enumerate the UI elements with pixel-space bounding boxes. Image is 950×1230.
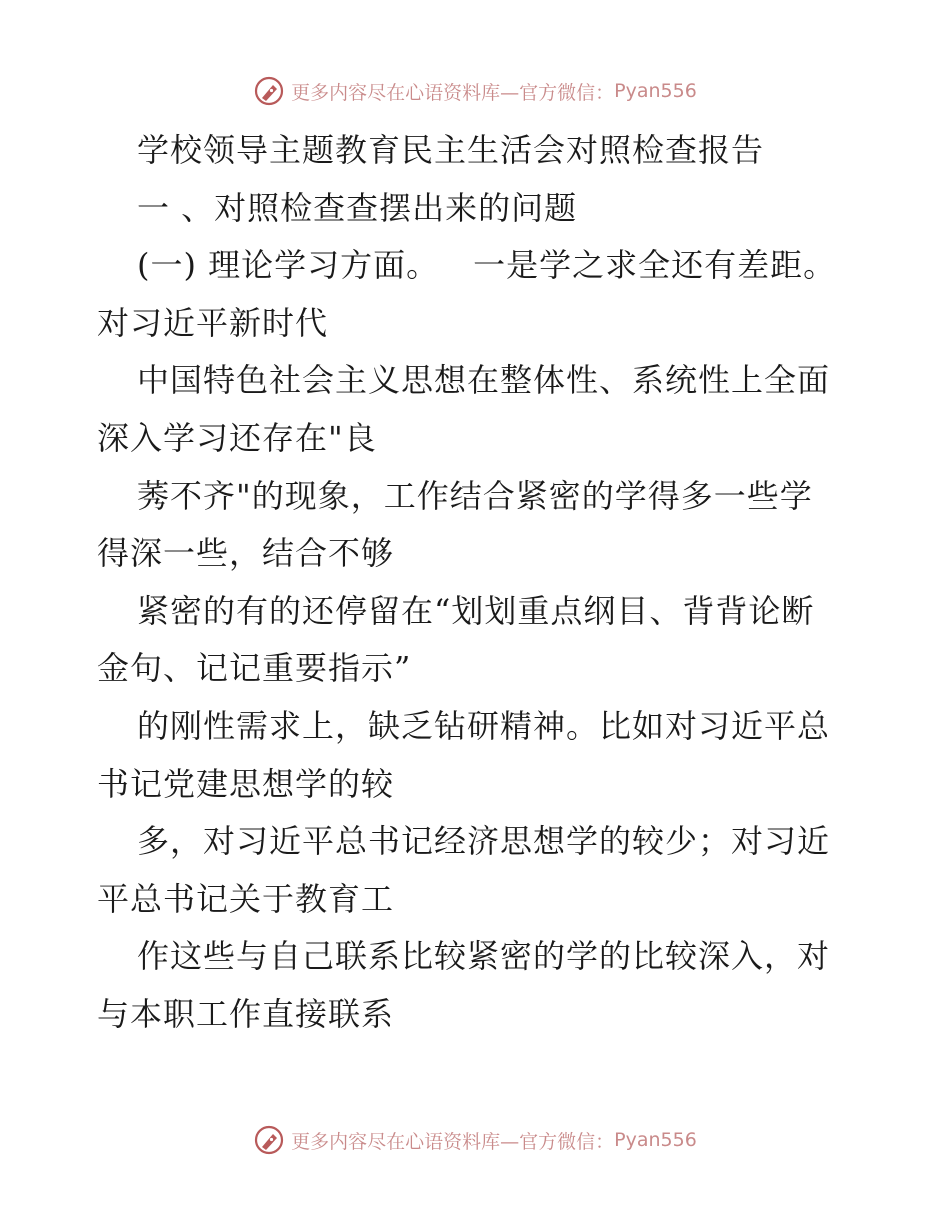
footer-watermark xyxy=(0,1120,950,1160)
paragraph-line: 莠不齐"的现象，工作结合紧密的学得多一些学 xyxy=(137,476,813,515)
document-body xyxy=(97,122,857,1044)
paragraph-line: 多，对习近平总书记经济思想学的较少；对习近 xyxy=(137,822,831,861)
subsection-line xyxy=(97,237,857,295)
paragraph-line: 金句、记记重要指示” xyxy=(97,649,412,688)
document-title: 学校领导主题教育民主生活会对照检查报告 xyxy=(137,131,765,169)
paragraph-line: 与本职工作直接联系 xyxy=(97,994,395,1033)
watermark-prefix: 更多内容尽在心语资料库—官方微信： xyxy=(291,1130,615,1153)
watermark-prefix: 更多内容尽在心语资料库—官方微信： xyxy=(291,81,615,104)
paragraph-line: 的刚性需求上，缺乏钻研精神。比如对习近平总 xyxy=(137,706,831,745)
watermark-id: Pyan556 xyxy=(614,80,697,102)
paragraph-line: 书记党建思想学的较 xyxy=(97,764,395,803)
paragraph-line: 得深一些，结合不够 xyxy=(97,534,395,573)
paragraph-line: 平总书记关于教育工 xyxy=(97,879,395,918)
paragraph-line: 作这些与自己联系比较紧密的学的比较深入，对 xyxy=(137,937,831,976)
paragraph-line: 中国特色社会主义思想在整体性、系统性上全面 xyxy=(137,361,831,400)
paragraph-line: 对习近平新时代 xyxy=(97,303,329,342)
paragraph-line: 深入学习还存在"良 xyxy=(97,418,377,457)
pen-nib-seal-icon xyxy=(253,75,285,107)
paragraph-line: 紧密的有的还停留在“划划重点纲目、背背论断 xyxy=(137,591,815,630)
subsection-point: 一是学之求全还有差距。 xyxy=(473,246,837,285)
pen-nib-seal-icon xyxy=(253,1124,285,1156)
header-watermark xyxy=(0,71,950,111)
watermark-id: Pyan556 xyxy=(614,1129,697,1151)
subsection-heading: (一) 理论学习方面。 xyxy=(137,246,440,285)
section-heading: 一 、对照检查查摆出来的问题 xyxy=(137,188,578,227)
